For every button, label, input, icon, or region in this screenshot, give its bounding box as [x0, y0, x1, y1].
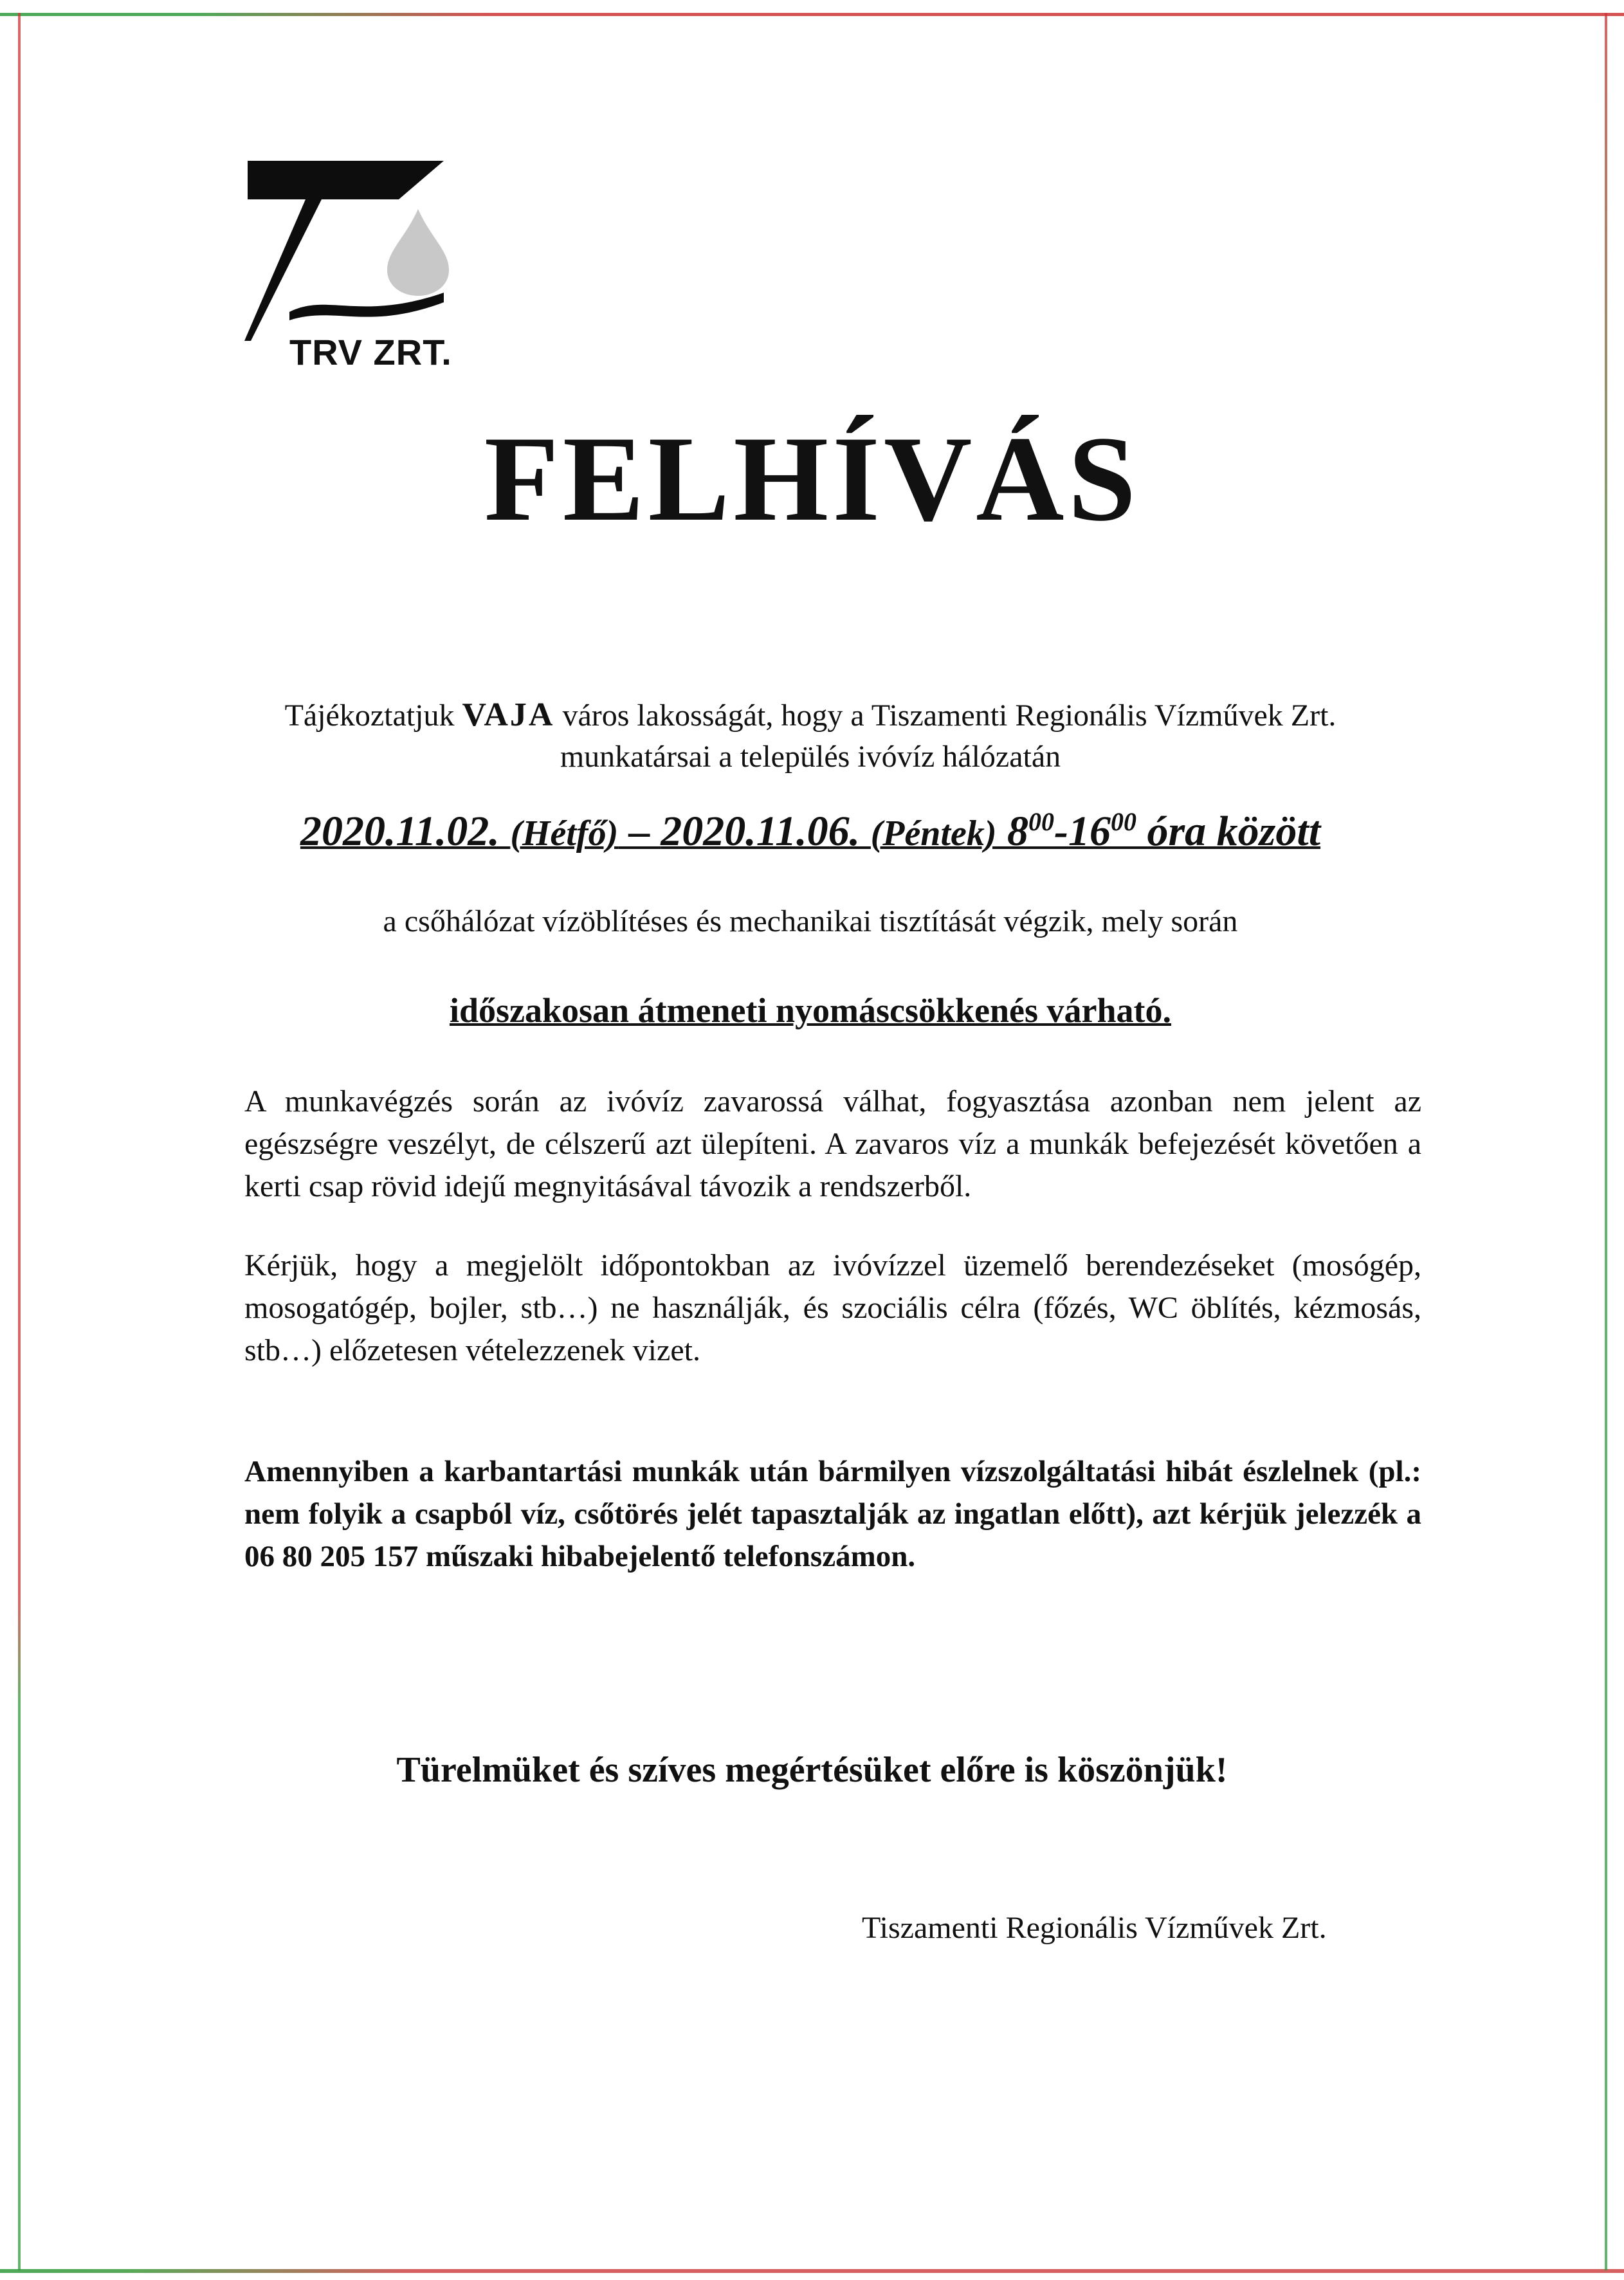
water-drop-7-logo-icon [244, 148, 457, 341]
drop-shape [387, 209, 449, 296]
date-start: 2020.11.02. [300, 808, 511, 855]
paragraph-fault-report: Amennyiben a karbantartási munkák után bármilyen vízszolgáltatási hibát észlelnek (pl.: nem folyik a csapból víz, csőtörés jelét tapasztalják az ingatlan előtt), azt kérjük jelezzék a 06 80 205 157 műszaki hibabejelentő telefonszámon. [244, 1455, 1421, 1573]
scan-edge-bottom [0, 2269, 1624, 2273]
intro-text [244, 695, 1376, 778]
thanks-text: Türelmüket és szíves megértésüket előre is köszönjük! [396, 1750, 1228, 1790]
intro-before-city: Tájékoztatjuk [284, 698, 462, 733]
page-title: FELHÍVÁS [484, 412, 1140, 547]
time-end-minutes: 00 [1111, 807, 1136, 836]
paragraph-usage-advice: Kérjük, hogy a megjelölt időpontokban az ivóvízzel üzemelő berendezéseket (mosógép, mosogatógép, bojler, stb…) ne használják, és szociális célra (főzés, WC öblítés, kézmosás, stb…) előzetesen vételezzenek vizet. [244, 1248, 1421, 1367]
date-end: 2020.11.06. [661, 808, 871, 855]
signature: Tiszamenti Regionális Vízművek Zrt. [862, 1911, 1327, 1945]
day-start: (Hétfő) [510, 814, 619, 853]
day-end: (Péntek) [870, 814, 997, 853]
scan-edge-left [18, 13, 21, 2270]
work-description: a csőhálózat vízöblítéses és mechanikai tisztítását végzik, mely során [383, 904, 1238, 938]
date-range [244, 807, 1376, 856]
city-name: VAJA [462, 697, 555, 733]
logo-text: TRV ZRT. [289, 332, 452, 372]
time-suffix: óra között [1136, 808, 1321, 855]
scan-edge-top [0, 13, 1624, 16]
time-start-minutes: 00 [1028, 807, 1055, 836]
scan-edge-right [1605, 13, 1607, 2270]
time-end: -16 [1054, 808, 1111, 855]
pressure-warning: időszakosan átmeneti nyomáscsökkenés várható. [449, 991, 1172, 1030]
company-logo [244, 148, 457, 372]
paragraph-water-quality: A munkavégzés során az ivóvíz zavarossá válhat, fogyasztása azonban nem jelent az egészségre veszélyt, de célszerű azt ülepíteni. A zavaros víz a munkák befejezését követően a kerti csap rövid idejű megnyitásával távozik a rendszerből. [244, 1084, 1421, 1203]
date-separator: – [618, 808, 661, 855]
intro-after-city: város lakosságát, hogy a Tiszamenti Regionális Vízművek Zrt. munkatársai a település ivóvíz hálózatán [554, 698, 1337, 774]
time-start: 8 [996, 808, 1029, 855]
